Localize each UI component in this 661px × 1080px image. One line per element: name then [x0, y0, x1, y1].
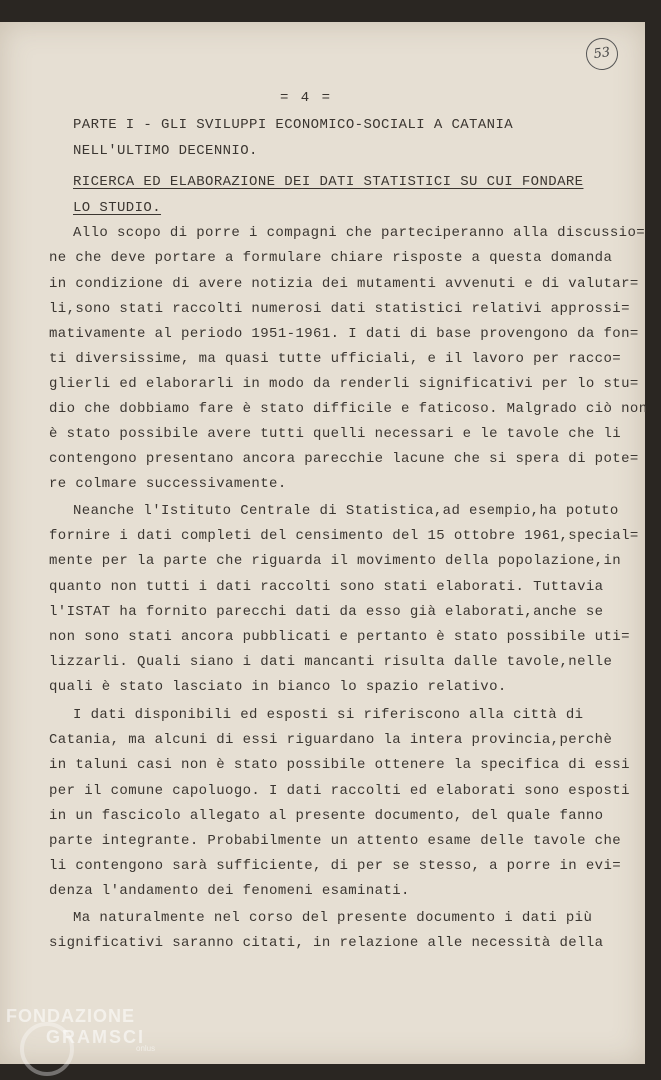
body-line: significativi saranno citati, in relazione alle necessità della: [49, 935, 604, 951]
body-line: Allo scopo di porre i compagni che parteciperanno alla discussio=: [73, 225, 646, 241]
body-line: ti diversissime, ma quasi tutte ufficiali, e il lavoro per racco=: [49, 351, 622, 367]
body-line: non sono stati ancora pubblicati e pertanto è stato possibile uti=: [49, 629, 630, 645]
body-line: in un fascicolo allegato al presente documento, del quale fanno: [49, 808, 604, 824]
watermark-line-2: GRAMSCI: [46, 1027, 145, 1047]
body-line: fornire i dati completi del censimento del 15 ottobre 1961,special=: [49, 528, 639, 544]
body-line: in condizione di avere notizia dei mutamenti avvenuti e di valutar=: [49, 276, 639, 292]
watermark-line-3: onlus: [136, 1044, 156, 1053]
body-line: quanto non tutti i dati raccolti sono stati elaborati. Tuttavia: [49, 579, 604, 595]
body-line: mente per la parte che riguarda il movimento della popolazione,in: [49, 553, 622, 569]
body-line: Catania, ma alcuni di essi riguardano la intera provincia,perchè: [49, 732, 613, 748]
body-line: I dati disponibili ed esposti si riferiscono alla città di: [73, 707, 584, 723]
subheading-line-1: RICERCA ED ELABORAZIONE DEI DATI STATISTICI SU CUI FONDARE: [73, 174, 584, 190]
folio-stamp: 53: [584, 36, 620, 72]
body-line: re colmare successivamente.: [49, 476, 287, 492]
subheading-line-2: LO STUDIO.: [73, 200, 162, 216]
watermark-line-1: FONDAZIONE: [6, 1006, 135, 1026]
body-line: quali è stato lasciato in bianco lo spazio relativo.: [49, 679, 507, 695]
body-line: contengono presentano ancora parecchie lacune che si spera di pote=: [49, 451, 639, 467]
heading-line-2: NELL'ULTIMO DECENNIO.: [73, 143, 258, 159]
body-line: li,sono stati raccolti numerosi dati statistici relativi approssi=: [49, 301, 630, 317]
watermark: [6, 1006, 155, 1053]
body-line: ne che deve portare a formulare chiare risposte a questa domanda: [49, 250, 613, 266]
body-line: Neanche l'Istituto Centrale di Statistica,ad esempio,ha potuto: [73, 503, 619, 519]
body-line: mativamente al periodo 1951-1961. I dati di base provengono da fon=: [49, 326, 639, 342]
body-line: denza l'andamento dei fenomeni esaminati.: [49, 883, 410, 899]
body-line: parte integrante. Probabilmente un attento esame delle tavole che: [49, 833, 622, 849]
body-line: dio che dobbiamo fare è stato difficile e faticoso. Malgrado ciò non: [49, 401, 648, 417]
body-line: li contengono sarà sufficiente, di per se stesso, a porre in evi=: [49, 858, 622, 874]
body-line: lizzarli. Quali siano i dati mancanti risulta dalle tavole,nelle: [49, 654, 613, 670]
body-line: in taluni casi non è stato possibile ottenere la specifica di essi: [49, 757, 630, 773]
body-line: Ma naturalmente nel corso del presente documento i dati più: [73, 910, 593, 926]
page-number: = 4 =: [280, 90, 333, 106]
body-line: l'ISTAT ha fornito parecchi dati da esso già elaborati,anche se: [49, 604, 604, 620]
heading-line-1: PARTE I - GLI SVILUPPI ECONOMICO-SOCIALI A CATANIA: [73, 117, 514, 133]
body-line: glierli ed elaborarli in modo da renderli significativi per lo stu=: [49, 376, 639, 392]
body-line: è stato possibile avere tutti quelli necessari e le tavole che li: [49, 426, 622, 442]
body-line: per il comune capoluogo. I dati raccolti ed elaborati sono esposti: [49, 783, 630, 799]
